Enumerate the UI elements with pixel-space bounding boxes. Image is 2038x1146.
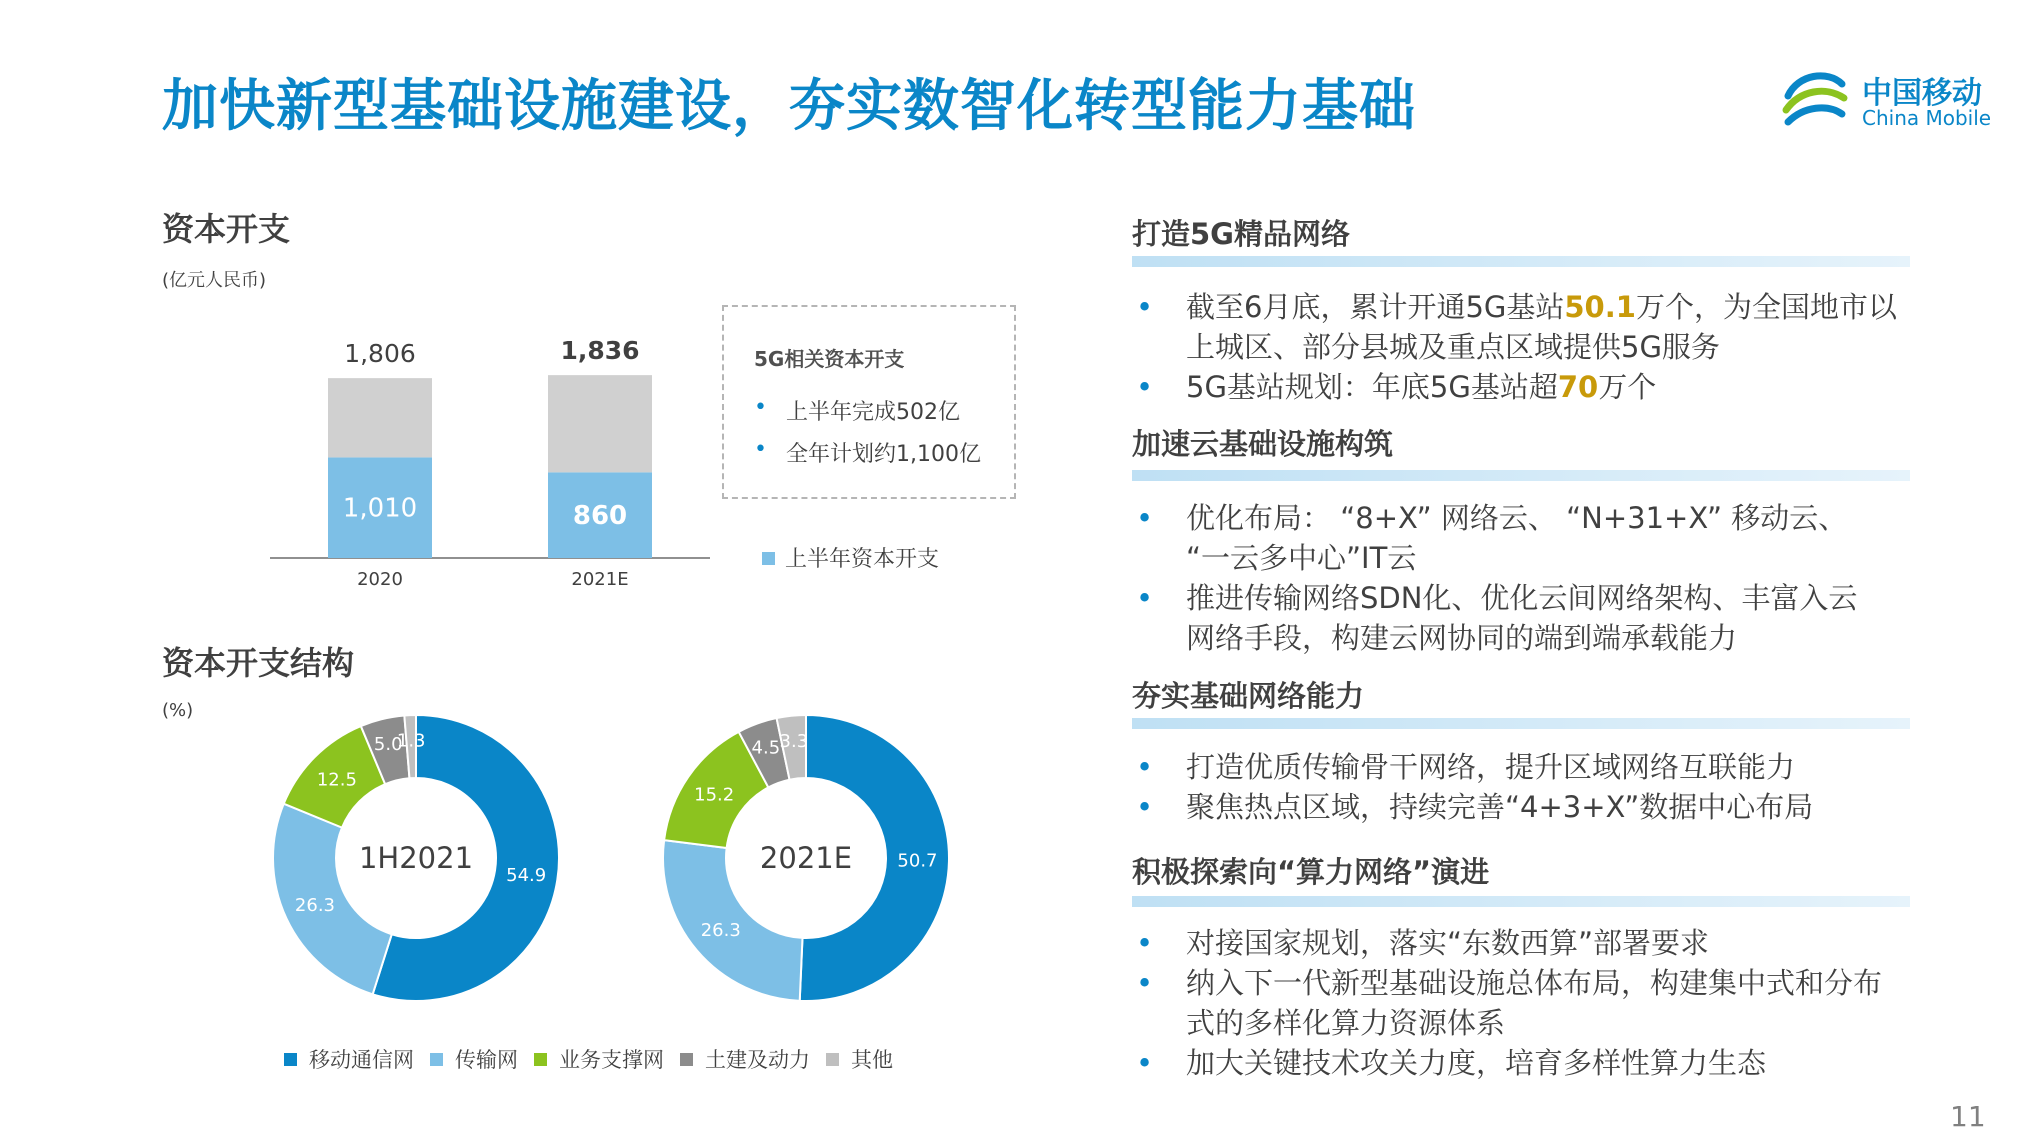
highlight-number: 50.1 [1564,290,1636,324]
capex-heading: 资本开支 [162,210,291,248]
bullet-text: 截至6月底，累计开通5G基站 [1186,290,1565,324]
structure-heading: 资本开支结构 [162,644,355,682]
bullet-item [1186,963,1882,1003]
bullet-item-continuation [1186,538,1416,578]
bullet-text: 万个 [1598,370,1657,404]
5g-capex-box [722,305,1016,499]
legend-swatch [762,552,775,565]
slice-value-label: 1.3 [396,730,426,752]
slice-value-label: 3.3 [779,731,809,753]
bullet-item [1186,747,1795,787]
bullet-item [1186,498,1847,538]
bullet-text: 网络手段，构建云网协同的端到端承载能力 [1186,621,1738,655]
box-item: • 上半年完成502亿 [786,395,960,426]
legend-swatch [680,1053,693,1066]
bar-h2-segment [548,375,652,472]
bullet-item [1186,923,1709,963]
bullet-item-continuation [1186,327,1720,367]
slice-value-label: 54.9 [506,865,547,887]
logo-text-en: China Mobile [1862,106,1992,130]
slice-value-label: 5.0 [373,733,403,755]
legend-swatch [826,1053,839,1066]
legend-swatch [534,1053,547,1066]
section-divider [1132,470,1910,481]
legend-label: 其他 [851,1048,893,1072]
bullet-text: 推进传输网络SDN化、优化云间网络架构、丰富入云 [1186,581,1858,615]
legend-item [284,1044,414,1074]
bar-value-label: 1,010 [342,493,418,524]
section-heading: 积极探索向“算力网络”演进 [1132,855,1490,889]
legend-swatch [430,1053,443,1066]
bullet-item [1186,367,1656,407]
slice-value-label: 26.3 [700,919,741,941]
capex-legend [762,542,939,573]
section-heading: 夯实基础网络能力 [1132,679,1365,713]
section-divider [1132,896,1910,907]
structure-unit: (%) [162,700,194,721]
donut-chart-2021e [656,708,956,1008]
bullet-item-continuation [1186,1003,1505,1043]
section-heading: 打造5G精品网络 [1132,217,1350,251]
highlight-number: 70 [1557,370,1599,404]
bullet-item-continuation [1186,618,1737,658]
bullet-text: 打造优质传输骨干网络，提升区域网络互联能力 [1186,750,1796,784]
legend-swatch [284,1053,297,1066]
logo-text-cn: 中国移动 [1862,76,1982,111]
bullet-item [1186,1043,1766,1083]
section-divider [1132,256,1910,267]
bullet-item [1186,578,1857,618]
x-tick-label: 2020 [357,569,403,590]
page-title: 加快新型基础设施建设，夯实数智化转型能力基础 [162,74,1416,139]
bar-value-label: 860 [572,501,628,532]
bullet-text: 式的多样化算力资源体系 [1186,1006,1506,1040]
slice-value-label: 15.2 [694,784,735,806]
legend-item [826,1044,893,1074]
china-mobile-logo-icon [1780,66,1850,132]
legend-item [680,1044,810,1074]
donut-chart-1h2021 [266,708,566,1008]
bar-total-label: 1,806 [344,339,416,369]
bullet-text: 对接国家规划，落实“东数西算”部署要求 [1186,926,1710,960]
bullet-text: 加大关键技术攻关力度，培育多样性算力生态 [1186,1046,1767,1080]
legend-label: 上半年资本开支 [785,547,940,572]
page-number: 11 [1950,1100,1986,1133]
bullet-text: 上城区、部分县城及重点区域提供5G服务 [1186,330,1720,364]
bullet-text: “一云多中心”IT云 [1186,541,1417,575]
legend-label: 传输网 [455,1048,518,1072]
slice-value-label: 4.5 [751,737,781,759]
legend-item [430,1044,518,1074]
company-logo [1780,60,2000,140]
capex-unit: (亿元人民币) [162,270,267,291]
legend-label: 业务支撑网 [559,1048,664,1072]
section-divider [1132,718,1910,729]
x-tick-label: 2021E [571,569,629,590]
box-item: • 全年计划约1,100亿 [786,437,981,468]
slice-value-label: 26.3 [294,895,336,917]
section-heading: 加速云基础设施构筑 [1132,427,1394,461]
legend-item [534,1044,664,1074]
capex-bar-chart [260,280,720,600]
donut-legend [284,1044,909,1074]
legend-label: 土建及动力 [705,1048,810,1072]
bullet-text: 万个，为全国地市以 [1635,290,1897,324]
bar-total-label: 1,836 [560,336,640,366]
bar-h2-segment [328,378,432,457]
bullet-item [1186,287,1897,327]
slice-value-label: 50.7 [897,850,938,872]
slice-value-label: 12.5 [316,769,357,791]
bullet-text: 5G基站规划：年底5G基站超 [1186,370,1558,404]
bullet-text: 纳入下一代新型基础设施总体布局，构建集中式和分布 [1186,966,1883,1000]
bullet-text: 优化布局： “8+X” 网络云、 “N+31+X” 移动云、 [1186,501,1848,535]
donut-center-label: 2021E [759,841,853,875]
box-title: 5G相关资本开支 [754,347,905,371]
donut-center-label: 1H2021 [358,841,474,875]
bullet-text: 聚焦热点区域，持续完善“4+3+X”数据中心布局 [1186,790,1814,824]
bullet-item [1186,787,1813,827]
legend-label: 移动通信网 [309,1048,414,1072]
